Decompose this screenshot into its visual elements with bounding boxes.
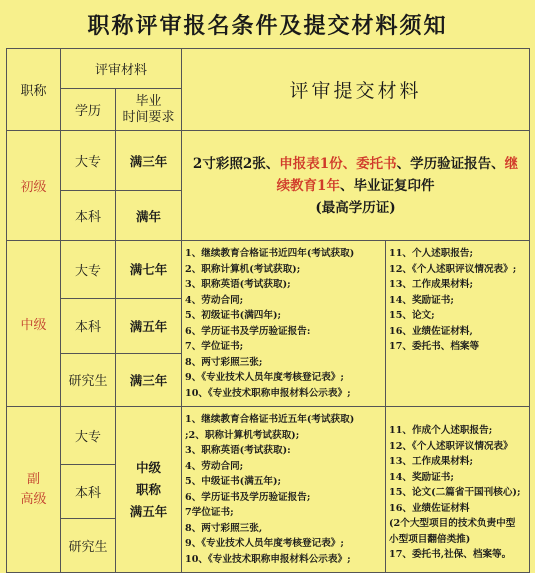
degree-cell: 大专 <box>61 131 116 191</box>
degree-cell: 大专 <box>61 241 116 299</box>
middle-materials-list-right: 11、个人述职报告; 12、《个人述职评议情况表》; 13、工作成果材料; 14、奖励证书; 15、论文; 16、业绩佐证材料, 17、委托书、档案等 <box>386 241 530 407</box>
requirement-cell: 满三年 <box>116 131 182 191</box>
middle-materials-list-left: 1、继续教育合格证书近四年(考试获取) 2、职称计算机(考试获取); 3、职称英语(考试获取); 4、劳动合同; 5、初级证书(满四年); 6、学历证书及学历验证报告: 7、学位证书; 8、两寸彩照三张; 9、《专业技术人员年度考核登记表》; 10、《专业技术职称申报材料公示表》; <box>182 241 386 407</box>
page-title: 职称评审报名条件及提交材料须知 <box>87 12 448 39</box>
header-grad-time: 毕业 时间要求 <box>116 89 182 131</box>
degree-cell: 研究生 <box>61 519 116 573</box>
senior-requirement: 中级 职称 满五年 <box>116 407 182 573</box>
senior-materials-list-right: 11、作成个人述职报告; 12、《个人述职评议情况表》 13、工作成果材料; 14、奖励证书; 15、论文(二篇省干国刊核心); 16、业绩佐证材料 (2个大型项目的技术负责中型 小型项目翻倍类推) 17、委托书,社保、档案等。 <box>386 407 530 573</box>
level-senior: 副 高级 <box>7 407 61 573</box>
materials-text: 、毕业证复印件 <box>339 177 435 194</box>
degree-cell: 本科 <box>61 191 116 241</box>
level-junior: 初级 <box>7 131 61 241</box>
header-education: 学历 <box>61 89 116 131</box>
degree-cell: 研究生 <box>61 353 116 406</box>
materials-highlight: 申报表1份、委托书 <box>279 155 397 172</box>
senior-materials-list-left: 1、继续教育合格证书近五年(考试获取) ;2、职称计算机考试获取); 3、职称英语(考试获取): 4、劳动合同; 5、中级证书(满五年); 6、学历证书及学历验证报告; 7学位证书; 8、两寸彩照三张, 9、《专业技术人员年度考核登记表》; 10、《专业技术职称申报材料公示表》; <box>182 407 386 573</box>
requirement-cell: 满五年 <box>116 298 182 353</box>
header-conditions: 评审材料 <box>61 49 182 89</box>
requirements-table <box>6 48 530 573</box>
materials-text: (最高学历证) <box>315 199 396 216</box>
degree-cell: 大专 <box>61 407 116 465</box>
header-materials: 评审提交材料 <box>182 49 530 131</box>
header-rank: 职称 <box>7 49 61 131</box>
materials-text: 2寸彩照2张、 <box>192 155 280 172</box>
degree-cell: 本科 <box>61 465 116 519</box>
materials-text: 、学历验证报告、 <box>396 155 505 172</box>
requirement-cell: 满七年 <box>116 241 182 299</box>
degree-cell: 本科 <box>61 298 116 353</box>
requirement-cell: 满三年 <box>116 353 182 406</box>
level-middle: 中级 <box>7 241 61 407</box>
requirement-cell: 满年 <box>116 191 182 241</box>
junior-materials <box>182 131 530 241</box>
materials-highlight: 继续教育1年 <box>276 155 519 194</box>
